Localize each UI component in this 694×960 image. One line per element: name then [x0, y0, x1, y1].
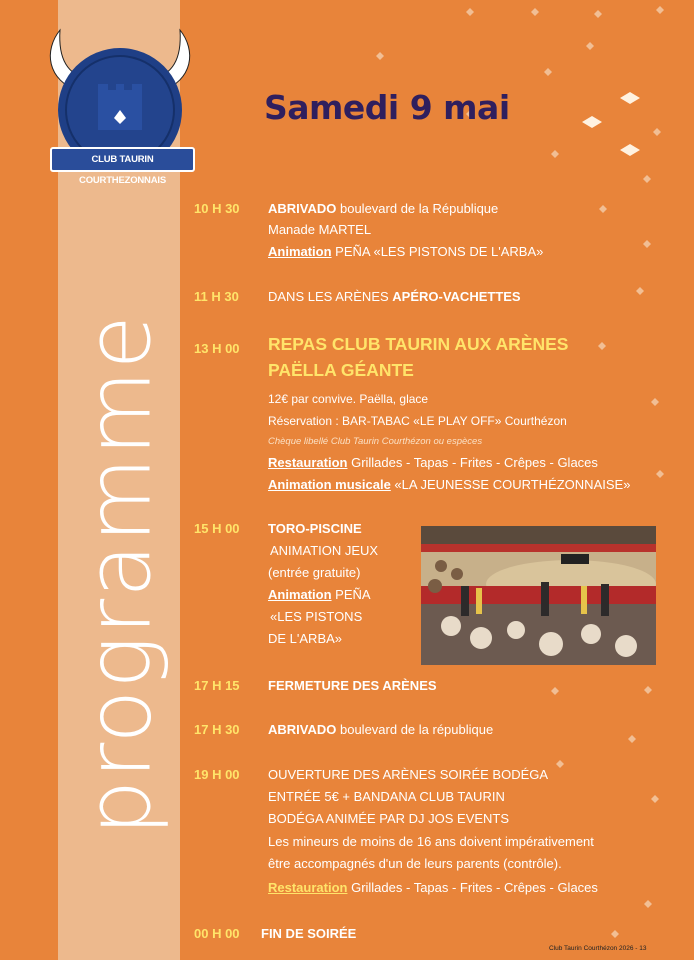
time-1130: 11 H 30 — [194, 289, 239, 304]
event-fermeture: FERMETURE DES ARÈNES — [268, 678, 437, 693]
event-entree-gratuite: (entrée gratuite) — [268, 565, 361, 580]
vertical-title: programme — [67, 314, 171, 836]
time-1900: 19 H 00 — [194, 767, 240, 782]
page-title: Samedi 9 mai — [264, 88, 510, 127]
event-cheque: Chèque libellé Club Taurin Courthézon ou espèces — [268, 436, 483, 447]
event-apero: DANS LES ARÈNES APÉRO-VACHETTES — [268, 289, 521, 304]
event-paella: PAËLLA GÉANTE — [268, 360, 414, 380]
event-restauration: Restauration Grillades - Tapas - Frites - Crêpes - Glaces — [268, 455, 598, 470]
event-toro-piscine: TORO-PISCINE — [268, 521, 362, 536]
event-fin: FIN DE SOIRÉE — [261, 926, 357, 941]
time-1500: 15 H 00 — [194, 521, 240, 536]
event-animation-pena: Animation PEÑA — [268, 587, 371, 602]
event-animation: Animation PEÑA «LES PISTONS DE L'ARBA» — [268, 244, 544, 259]
event-arba: DE L'ARBA» — [268, 631, 343, 646]
club-logo-text: CLUB TAURIN COURTHEZONNAIS — [50, 147, 195, 172]
event-entree: ENTRÉE 5€ + BANDANA CLUB TAURIN — [268, 789, 505, 804]
time-1715: 17 H 15 — [194, 678, 240, 693]
event-restauration-2: Restauration Grillades - Tapas - Frites - Crêpes - Glaces — [268, 880, 598, 895]
event-reservation: Réservation : BAR-TABAC «LE PLAY OFF» Courthézon — [268, 414, 567, 428]
event-mineurs: Les mineurs de moins de 16 ans doivent impérativement — [268, 834, 594, 849]
event-accompagnes: être accompagnés d'un de leurs parents (contrôle). — [268, 856, 562, 871]
time-1030: 10 H 30 — [194, 201, 240, 216]
footer-credit: Club Taurin Courthézon 2026 - 13 — [549, 945, 647, 952]
event-bodega: BODÉGA ANIMÉE PAR DJ JOS EVENTS — [268, 811, 510, 826]
event-manade: Manade MARTEL — [268, 222, 372, 237]
arena-photo — [421, 526, 656, 665]
event-pistons: «LES PISTONS — [270, 609, 363, 624]
event-abrivado-2: ABRIVADO boulevard de la république — [268, 722, 494, 737]
time-1730: 17 H 30 — [194, 722, 240, 737]
event-abrivado: ABRIVADO boulevard de la République — [268, 201, 499, 216]
event-price: 12€ par convive. Paëlla, glace — [268, 392, 429, 406]
event-repas: REPAS CLUB TAURIN AUX ARÈNES — [268, 334, 569, 354]
time-1300: 13 H 00 — [194, 341, 240, 356]
event-ouverture: OUVERTURE DES ARÈNES SOIRÉE BODÉGA — [268, 767, 549, 782]
event-jeux: ANIMATION JEUX — [270, 543, 379, 558]
event-animation-musicale: Animation musicale «LA JEUNESSE COURTHÉZONNAISE» — [268, 477, 631, 492]
time-0000: 00 H 00 — [194, 926, 240, 941]
